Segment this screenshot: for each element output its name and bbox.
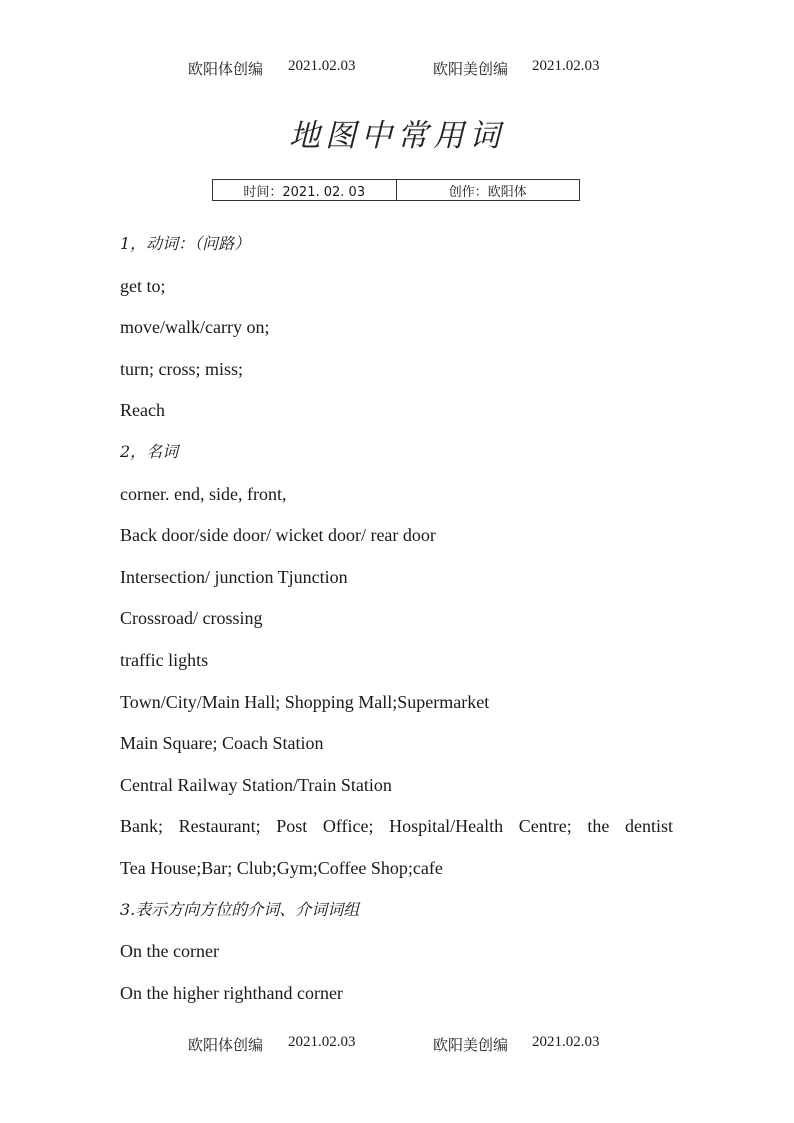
header-date-a: 2021.02.03 bbox=[288, 58, 356, 74]
section-heading: 3.表示方向方位的介词、介词词组 bbox=[120, 899, 360, 919]
text-line: move/walk/carry on; bbox=[120, 317, 270, 338]
text-line: Crossroad/ crossing bbox=[120, 608, 263, 629]
text-line: corner. end, side, front, bbox=[120, 483, 287, 504]
text-line: Main Square; Coach Station bbox=[120, 733, 324, 754]
footer-date-b: 2021.02.03 bbox=[532, 1034, 600, 1050]
header-date-b: 2021.02.03 bbox=[532, 58, 600, 74]
text-line: Bank; Restaurant; Post Office; Hospital/Health Centre; the dentist bbox=[120, 816, 673, 837]
meta-creator: 创作：欧阳体 bbox=[396, 180, 580, 200]
text-line: Central Railway Station/Train Station bbox=[120, 774, 392, 795]
document-body bbox=[120, 228, 680, 1018]
header-author-b: 欧阳美创编 bbox=[433, 62, 509, 78]
footer-author-a: 欧阳体创编 bbox=[188, 1038, 264, 1054]
page-footer bbox=[188, 1034, 600, 1119]
text-line: Reach bbox=[120, 400, 165, 421]
text-line: traffic lights bbox=[120, 649, 209, 670]
document-title: 地图中常用词 bbox=[289, 118, 505, 154]
text-line: Town/City/Main Hall; Shopping Mall;Supermarket bbox=[120, 691, 490, 712]
text-line: Back door/side door/ wicket door/ rear door bbox=[120, 525, 436, 546]
footer-date-a: 2021.02.03 bbox=[288, 1034, 356, 1050]
text-line: Tea House;Bar; Club;Gym;Coffee Shop;cafe bbox=[120, 857, 443, 878]
section-heading: 2，名词 bbox=[120, 441, 179, 461]
section-heading: 1，动词：（问路） bbox=[120, 234, 251, 253]
meta-table bbox=[212, 179, 580, 201]
header-author-a: 欧阳体创编 bbox=[188, 62, 264, 78]
footer-author-b: 欧阳美创编 bbox=[433, 1038, 509, 1054]
text-line: On the higher righthand corner bbox=[120, 982, 343, 1003]
text-line: Intersection/ junction Tjunction bbox=[120, 566, 348, 587]
text-line: On the corner bbox=[120, 941, 219, 962]
text-line: get to; bbox=[120, 275, 166, 296]
text-line: turn; cross; miss; bbox=[120, 358, 244, 379]
meta-time: 时间：2021. 02. 03 bbox=[243, 184, 366, 200]
